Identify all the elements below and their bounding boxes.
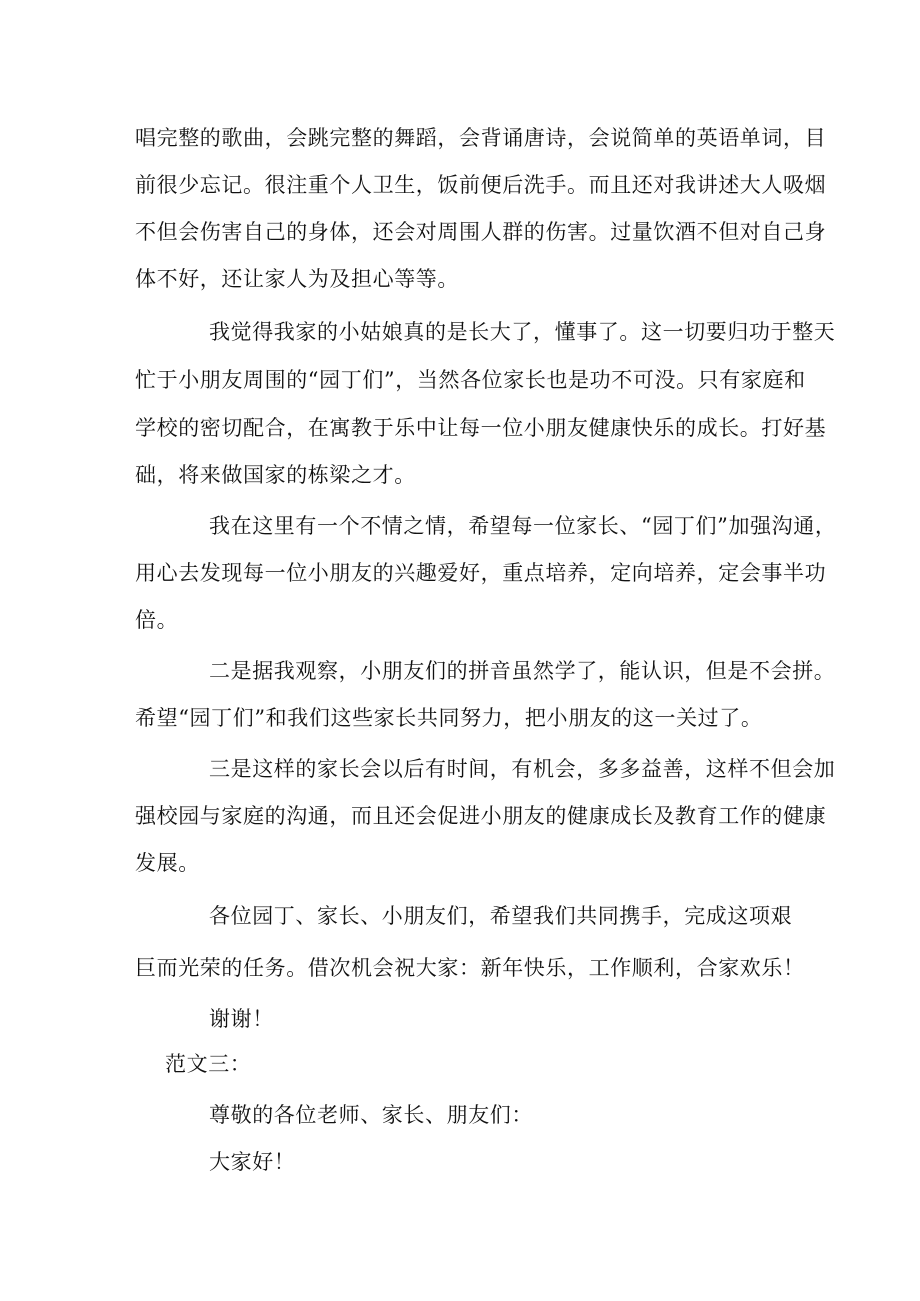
text-line: 二是据我观察，小朋友们的拼音虽然学了，能认识，但是不会拼。: [209, 659, 836, 683]
text-line: 学校的密切配合，在寓教于乐中让每一位小朋友健康快乐的成长。打好基: [135, 416, 827, 440]
text-line: 各位园丁、家长、小朋友们，希望我们共同携手，完成这项艰: [209, 904, 793, 928]
text-line: 不但会伤害自己的身体，还会对周围人群的伤害。过量饮酒不但对自己身: [135, 220, 827, 244]
text-line: 体不好，还让家人为及担心等等。: [135, 267, 459, 291]
salutation: 尊敬的各位老师、家长、朋友们：: [209, 1103, 533, 1127]
text-line: 发展。: [135, 851, 200, 875]
text-line: 础，将来做国家的栋梁之才。: [135, 463, 416, 487]
text-line: 唱完整的歌曲，会跳完整的舞蹈，会背诵唐诗，会说简单的英语单词，目: [135, 126, 827, 150]
text-line: 三是这样的家长会以后有时间，有机会，多多益善，这样不但会加: [209, 757, 836, 781]
text-line: 用心去发现每一位小朋友的兴趣爱好，重点培养，定向培养，定会事半功: [135, 561, 827, 585]
text-line: 前很少忘记。很注重个人卫生，饭前便后洗手。而且还对我讲述大人吸烟: [135, 173, 827, 197]
text-line: 我觉得我家的小姑娘真的是长大了，懂事了。这一切要归功于整天: [209, 320, 836, 344]
greeting: 大家好！: [209, 1150, 296, 1174]
text-line: 倍。: [135, 608, 179, 632]
text-line: 巨而光荣的任务。借次机会祝大家：新年快乐，工作顺利，合家欢乐！: [135, 956, 805, 980]
text-line: 希望“园丁们”和我们这些家长共同努力，把小朋友的这一关过了。: [135, 706, 763, 730]
section-heading: 范文三：: [165, 1052, 252, 1076]
text-line: 忙于小朋友周围的“园丁们”，当然各位家长也是功不可没。只有家庭和: [135, 368, 806, 392]
text-line: 谢谢！: [209, 1007, 274, 1031]
text-line: 强校园与家庭的沟通，而且还会促进小朋友的健康成长及教育工作的健康: [135, 804, 827, 828]
text-line: 我在这里有一个不情之情，希望每一位家长、“园丁们”加强沟通，: [209, 514, 837, 538]
